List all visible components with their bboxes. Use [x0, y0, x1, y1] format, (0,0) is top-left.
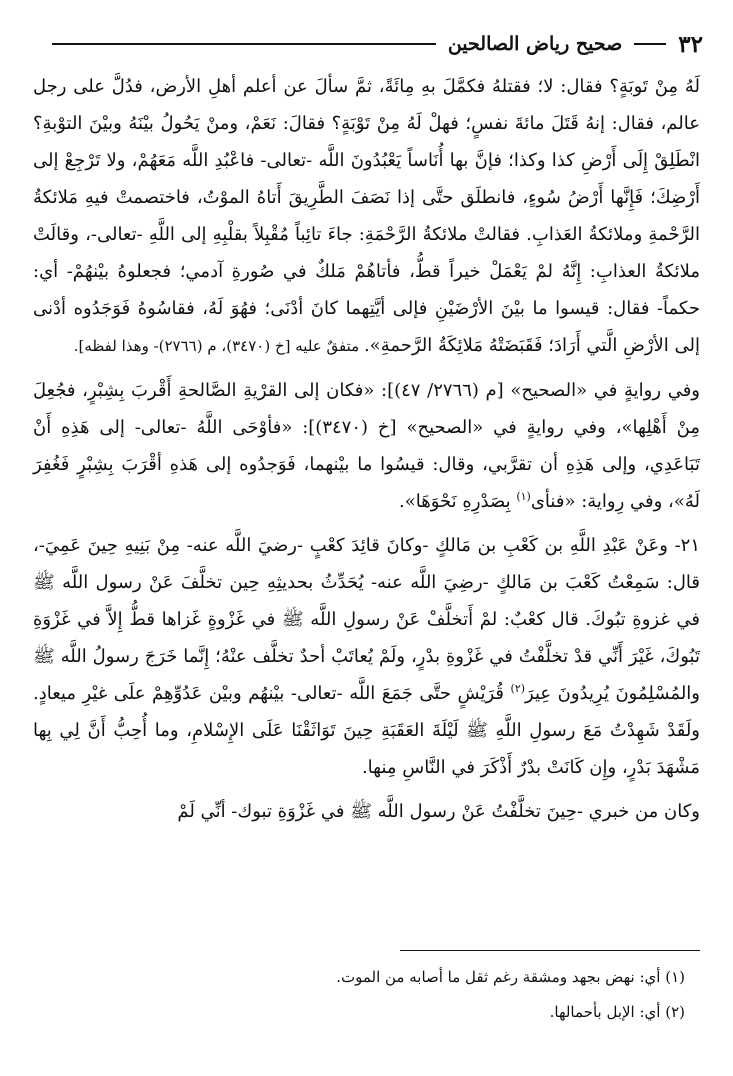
footnotes [33, 962, 685, 1032]
narration-text: وفي روايةٍ في «الصحيح» [م (٢٧٦٦/ ٤٧)]: «فكان إلى القرْيةِ الصَّالحةِ أَقْربَ بِشِبْرٍ، فجُعِلَ مِنْ أَهْلِها»، وفي روايةٍ في «الصحيح» [خ (٣٤٧٠)]: «فأوْحَى اللَّهُ -تعالى- إلى هَذِهِ أَنْ تَبَاعَدِي، وإلى هَذِهِ أن تقرَّبي، وقال: قيسُوا ما بيْنهما، فَوَجدُوه إلى هَذهِ أقْرَبَ بِشِبْرٍ فَغُفِرَ لَهُ»، وفي رِواية: «فنأى [33, 380, 701, 512]
page-header [52, 26, 703, 62]
header-rule-left [52, 43, 436, 45]
hadith-source: متفقٌ عليه [خ (٣٤٧٠)، م (٢٧٦٦)- وهذا لفظه]. [73, 337, 364, 355]
paragraph-narrations [33, 372, 700, 520]
hadith-21-text-end: قُرَيْشٍ حتَّى جَمَعَ اللَّه -تعالى- بيْنهُم وبيْن عَدُوِّهِمْ علَى غيْرِ ميعادٍ. ولَقَدْ شَهِدْتُ مَعَ رسولِ اللَّهِ ﷺ لَيْلَةَ العَقَبَةِ حِينَ تَوَاثَقْنَا عَلَى الإِسْلامِ، وما أُحِبُّ أَنَّ لِي بِها مَشْهَدَ بَدْرٍ، وإِن كَانَتْ بدْرٌ أَذْكَرَ في النَّاسِ مِنها. [33, 683, 700, 778]
running-title: صحيح رياض الصالحين [447, 33, 623, 55]
footnote-separator [400, 950, 700, 951]
paragraph-continuation [33, 793, 700, 830]
continuation-text: وكان من خبري -حِينَ تخلَّفْتُ عَنْ رسول اللَّه ﷺ في غَزْوَةِ تبوك- أنِّي لَمْ [177, 801, 700, 822]
header-rule-right [634, 43, 666, 45]
footnote-ref-1: (١) [516, 490, 531, 503]
main-text [33, 68, 700, 837]
paragraph-hadith-20 [33, 68, 700, 365]
hadith-text: لَهُ مِنْ تَوبَةٍ؟ فقال: لا؛ فقتلهُ فكمَّلَ بهِ مِائَةً، ثمَّ سألَ عن أعلم أهلِ الأرض، فدُلَّ على رجل عالم، فقال: إنهُ قَتَلَ مائةَ نفسٍ؛ فهلْ لَهُ مِنْ تَوْبَةٍ؟ فقالَ: نَعَمْ، ومنْ يَحُولُ بيْنَهُ وبيْنَ التوْبةِ؟ انْطَلِقْ إِلَى أَرْضِ كذا وكذا؛ فإنَّ بها أُنَاساً يَعْبُدُونَ اللَّه -تعالى- فاعْبُدِ اللَّه مَعَهُمْ، ولا تَرْجِعْ إلى أَرْضِكَ؛ فَإِنَّها أَرْضُ سُوءٍ، فانطلَق حتَّى إذا نَصَفَ الطَّرِيقَ أَتاهُ الموْتُ، فاختصمتْ فيهِ مَلائكةُ الرَّحْمةِ وملائكةُ العَذابِ. فقالتْ ملائكةُ الرَّحْمَةِ: جاءَ تائِباً مُقْبِلاً بقلْبِهِ إلى اللَّهِ -تعالى-، وقالَتْ ملائكةُ العذابِ: إِنَّهُ لمْ يَعْمَلْ خيراً قطُّ، فأتاهُمْ مَلكٌ في صُورةِ آدمي؛ فجعلوهُ بيْنهُمْ- أي: حكماً- فقال: قيسوا ما بيْنَ الأرْضَيْنِ فإلى أيَّتِهما كانَ أدْنَى؛ فهُوَ لَهُ، فقاسُوهُ فَوَجَدُوه أدْنى إلى الأرْضِ الَّتي أَرَادَ؛ فَقَبَضَتْهُ مَلائِكَةُ الرَّحمةِ». [33, 76, 700, 356]
footnote-ref-2: (٢) [510, 682, 526, 695]
footnote-2: (٢) أي: الإبل بأحمالها. [549, 1003, 685, 1021]
page-number: ٣٢ [678, 30, 703, 58]
hadith-21-text: ٢١- وعَنْ عَبْدِ اللَّهِ بن كَعْبِ بن مَالكٍ -وكانَ قائِدَ كعْبٍ -رضيَ اللَّه عنه- مِنْ بَنِيهِ حِينَ عَمِيَ-، قال: سَمِعْتُ كَعْبَ بن مَالكٍ -رضِيَ اللَّه عنه- يُحَدِّثُ بحديثِهِ حِين تخلَّفَ عَنْ رسول اللَّه ﷺ في غزوةِ تبُوكَ. قال كعْبٌ: لمْ أَتخلَّفْ عَنْ رسولِ اللَّه ﷺ في غَزْوةٍ غَزاها قطُّ إِلاَّ في غَزْوَةِ تَبُوكَ، غَيْرَ أَنِّي قدْ تخلَّفْتُ في غَزْوةِ بدْرٍ، ولَمْ يُعاتَبْ أحدٌ تخلَّف عنْهُ؛ إِنَّما خَرَجَ رسولُ اللَّه ﷺ والمُسْلِمُونَ يُرِيدُونَ عِيرَ [33, 535, 700, 704]
narration-text-end: بِصَدْرِهِ نَحْوَهَا». [399, 491, 517, 512]
paragraph-hadith-21 [33, 527, 700, 786]
footnote-1: (١) أي: نهض بجهد ومشقة رغم ثقل ما أصابه من الموت. [336, 968, 685, 986]
